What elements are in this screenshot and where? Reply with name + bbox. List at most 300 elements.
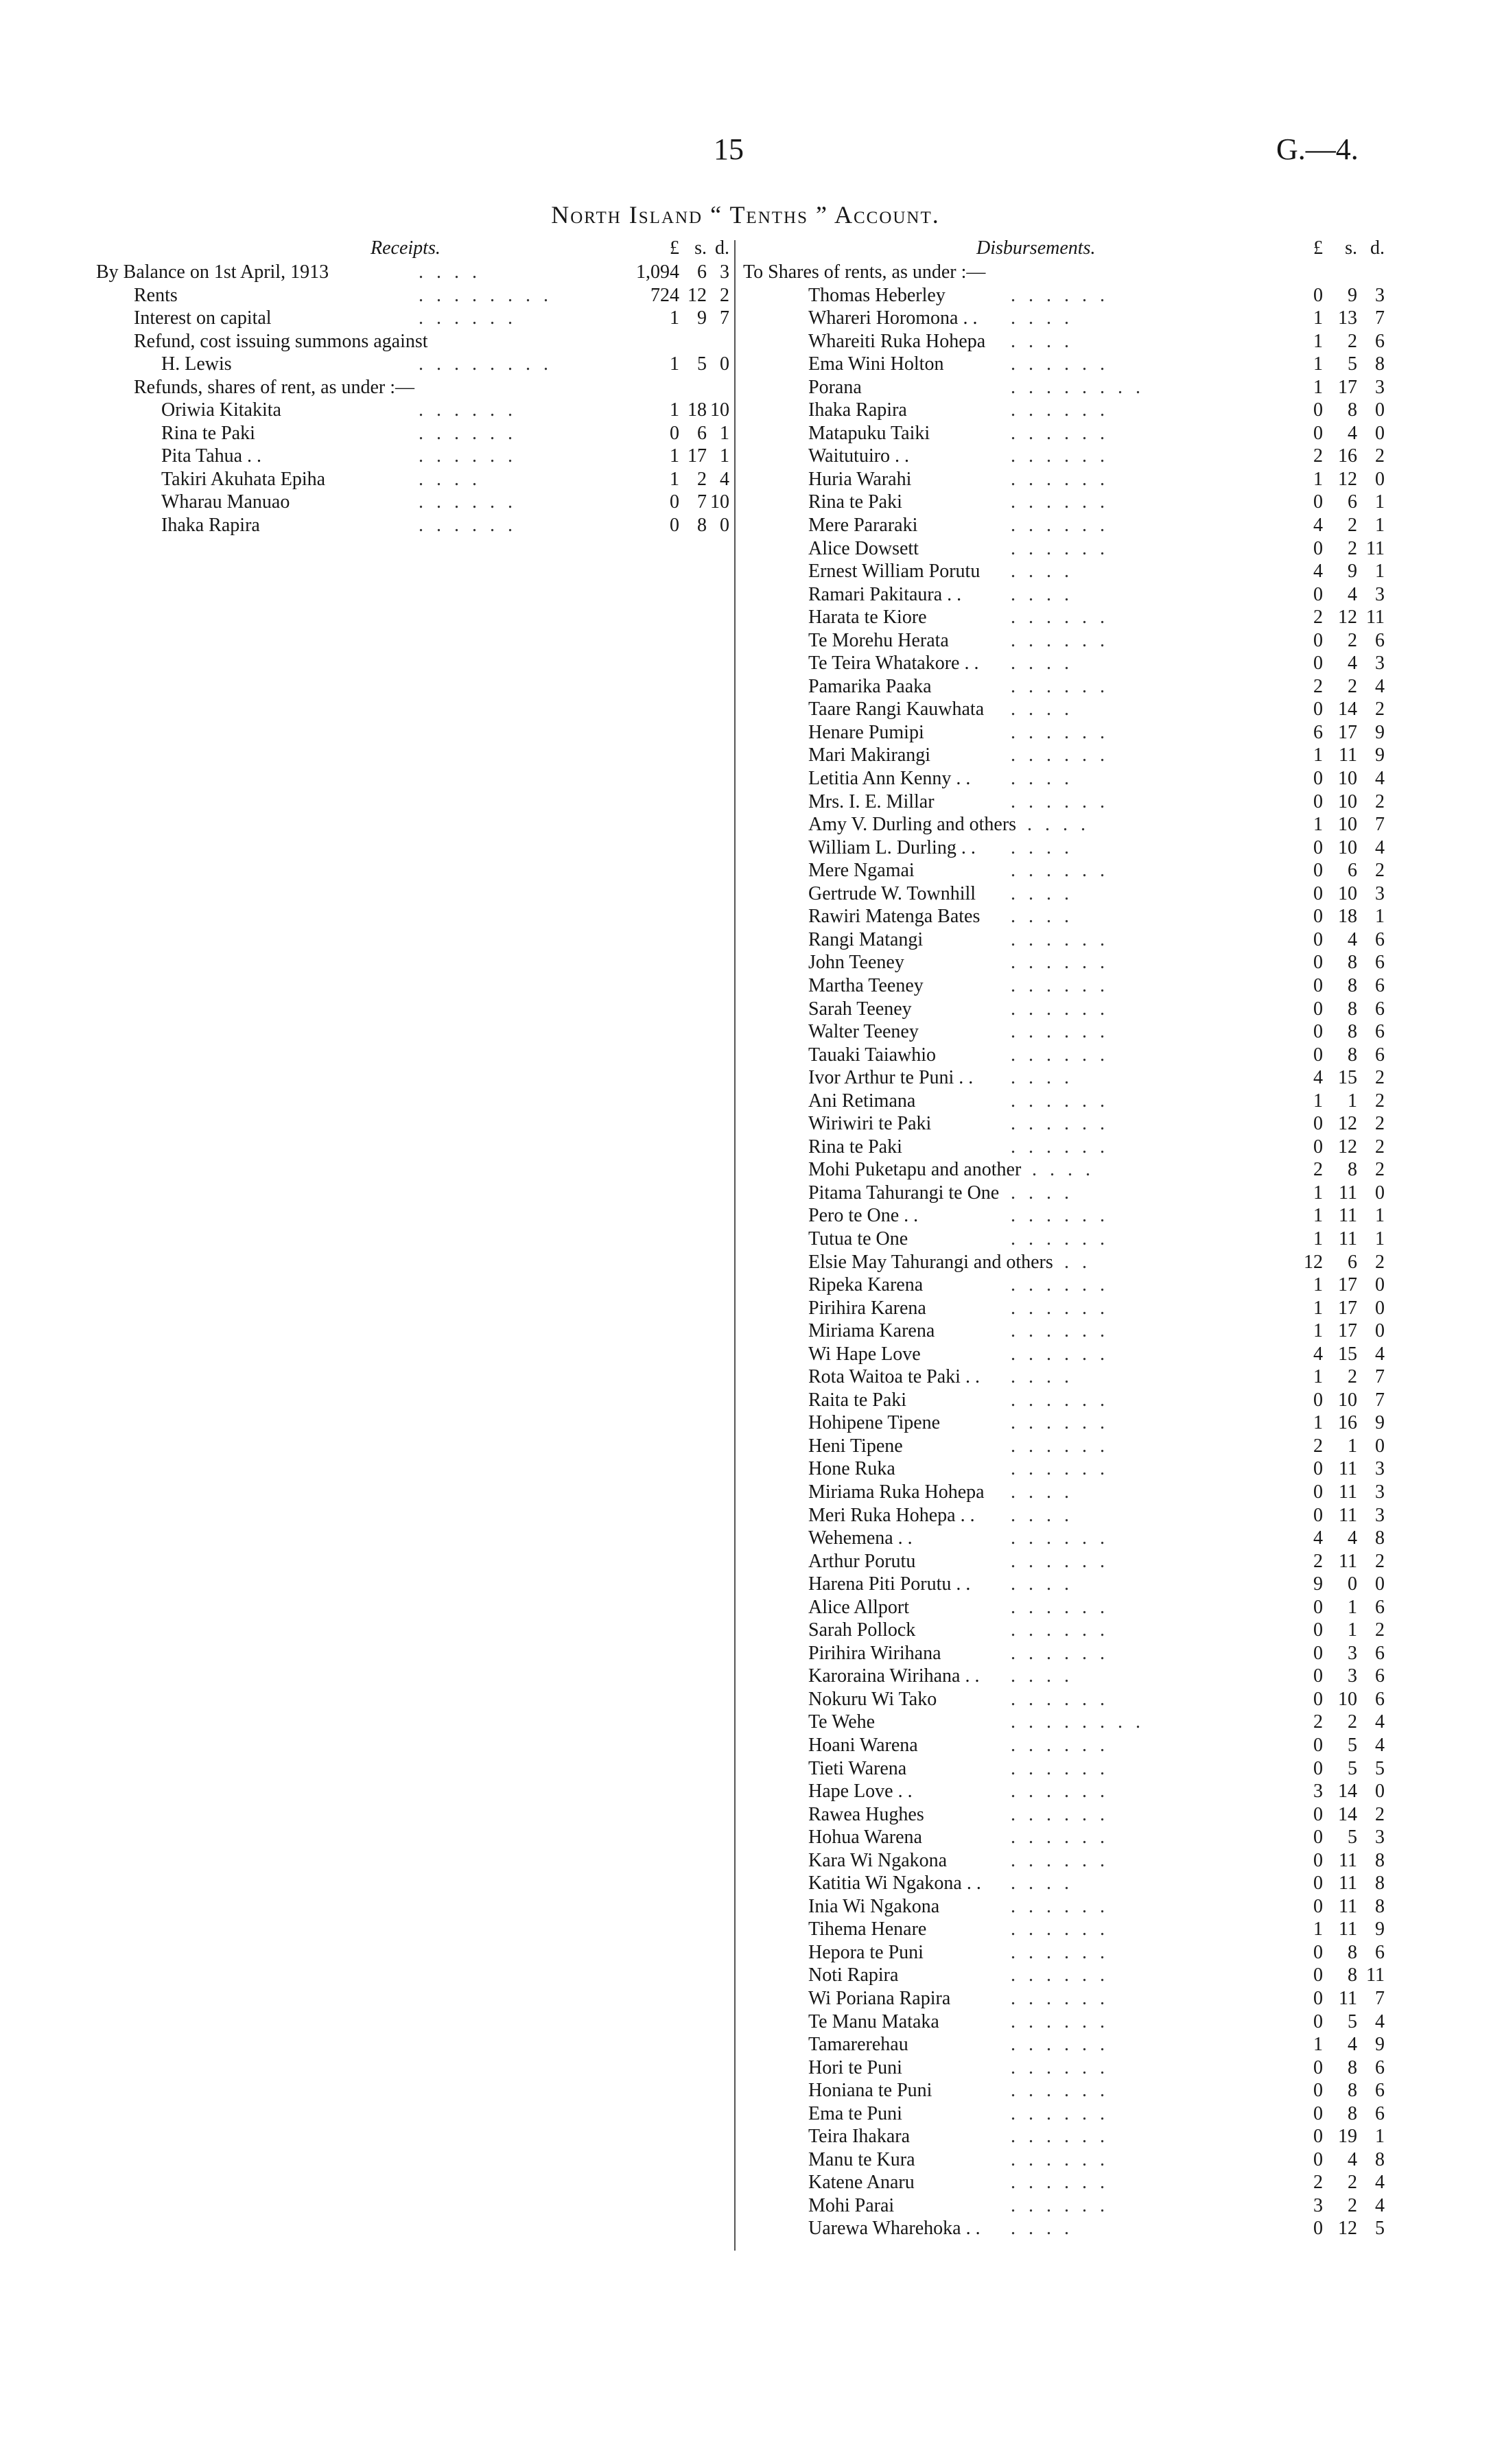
leader-dots: . . . . . .	[1011, 1136, 1109, 1158]
leader-dots: . . . . . . . .	[419, 284, 552, 306]
row-label: Amy V. Durling and others	[808, 814, 1017, 836]
shillings-value: 6	[1348, 1251, 1357, 1273]
pence-value: 8	[1375, 1895, 1385, 1917]
shillings-value: 12	[688, 284, 707, 306]
leader-dots: . . . . . .	[1011, 422, 1109, 444]
leader-dots: . . . . . .	[1011, 2126, 1109, 2148]
pence-value: 0	[720, 515, 729, 537]
table-row	[743, 330, 1385, 353]
row-label: Ema Wini Holton	[808, 353, 944, 375]
row-label: Mere Pararaki	[808, 515, 918, 537]
shillings-value: 10	[1338, 882, 1357, 904]
table-row	[743, 583, 1385, 607]
pounds-value: 0	[1313, 2056, 1323, 2078]
pounds-value: 2	[1313, 1550, 1323, 1572]
pounds-value: 4	[1313, 1067, 1323, 1089]
shillings-value: 2	[1348, 1711, 1357, 1733]
table-row	[743, 2033, 1385, 2056]
row-label: Te Teira Whatakore . .	[808, 653, 979, 674]
pounds-value: 0	[1313, 2126, 1323, 2148]
shillings-value: 10	[1338, 814, 1357, 836]
table-row	[743, 1457, 1385, 1481]
shillings-value: 2	[1348, 515, 1357, 537]
leader-dots: . . . . . .	[1011, 2080, 1109, 2102]
shillings-value: 8	[1348, 399, 1357, 421]
pence-value: 8	[1375, 1873, 1385, 1894]
shillings-value: 1	[1348, 1090, 1357, 1112]
pounds-value: 1	[1313, 1205, 1323, 1227]
leader-dots: . . . .	[1027, 814, 1090, 836]
row-label: Hoani Warena	[808, 1735, 918, 1756]
shillings-value: 2	[1348, 2194, 1357, 2216]
pounds-value: 1	[1313, 330, 1323, 352]
leader-dots: . . . . . .	[1011, 491, 1109, 513]
leader-dots: . . . . . .	[1011, 515, 1109, 537]
pence-value: 4	[1375, 1735, 1385, 1756]
pounds-value: 2	[1313, 445, 1323, 467]
leader-dots: . . . . . .	[1011, 2010, 1109, 2032]
pounds-value: 1	[1313, 814, 1323, 836]
pounds-value: 0	[1313, 1964, 1323, 1986]
pounds-value: 1	[1313, 2034, 1323, 2056]
pence-value: 4	[1375, 2194, 1385, 2216]
pounds-value: 4	[1313, 515, 1323, 537]
pounds-value: 9	[1313, 1573, 1323, 1595]
leader-dots: . . . . . .	[1011, 1619, 1109, 1641]
pounds-value: 0	[1313, 491, 1323, 513]
row-label: Rangi Matangi	[808, 928, 924, 950]
table-row	[743, 1849, 1385, 1873]
pounds-value: 0	[1313, 1389, 1323, 1411]
shillings-value: 17	[1338, 1297, 1357, 1319]
pounds-value: 0	[670, 422, 679, 444]
table-row	[743, 1918, 1385, 1941]
row-label: Heni Tipene	[808, 1435, 903, 1457]
row-label: Rawiri Matenga Bates	[808, 906, 981, 928]
table-row	[743, 652, 1385, 675]
column-divider	[734, 240, 736, 2251]
pence-value: 2	[1375, 1619, 1385, 1641]
pence-value: 6	[1375, 928, 1385, 950]
shillings-value: 8	[1348, 952, 1357, 974]
table-row	[743, 1343, 1385, 1366]
leader-dots: . . . . . .	[1011, 1596, 1109, 1618]
leader-dots: . .	[1064, 1251, 1091, 1273]
pence-value: 3	[1375, 1481, 1385, 1503]
shillings-value: 14	[1338, 1781, 1357, 1803]
shillings-value: 10	[1338, 768, 1357, 790]
leader-dots: . . . . . .	[1011, 2102, 1109, 2124]
row-label: Matapuku Taiki	[808, 422, 930, 444]
leader-dots: . . . . . .	[1011, 744, 1109, 766]
row-label: Honiana te Puni	[808, 2080, 932, 2102]
shillings-value: 12	[1338, 607, 1357, 629]
pence-value: 10	[710, 399, 729, 421]
pence-value: 0	[1375, 1274, 1385, 1296]
leader-dots: . . . .	[1011, 1366, 1073, 1388]
row-label: Te Manu Mataka	[808, 2010, 939, 2032]
pence-value: 2	[1375, 1113, 1385, 1135]
shillings-value: 17	[688, 445, 707, 467]
table-row	[743, 560, 1385, 583]
row-label: Pero te One . .	[808, 1205, 919, 1227]
leader-dots: . . . . . .	[1011, 1435, 1109, 1457]
pounds-value: 0	[1313, 1895, 1323, 1917]
table-row	[96, 330, 724, 353]
row-label: William L. Durling . .	[808, 836, 976, 858]
shillings-value: 18	[688, 399, 707, 421]
pounds-value: 0	[1313, 974, 1323, 996]
row-label: Tauaki Taiawhio	[808, 1044, 937, 1066]
table-row	[743, 2079, 1385, 2102]
shillings-value: 5	[1348, 1757, 1357, 1779]
pence-value: 9	[1375, 1412, 1385, 1434]
pounds-value: 0	[1313, 1619, 1323, 1641]
leader-dots: . . . . . .	[1011, 721, 1109, 743]
leader-dots: . . . . . . . .	[419, 353, 552, 375]
row-label: Mere Ngamai	[808, 860, 915, 882]
disbursements-column	[743, 233, 1385, 2240]
shillings-value: 11	[1339, 1504, 1357, 1526]
shillings-value: 6	[1348, 491, 1357, 513]
shillings-value: 1	[1348, 1435, 1357, 1457]
table-row	[743, 284, 1385, 307]
pence-value: 0	[1375, 422, 1385, 444]
table-row	[743, 399, 1385, 422]
pounds-value: 1	[670, 399, 679, 421]
pence-value: 3	[1375, 653, 1385, 674]
shillings-value: 9	[697, 307, 707, 329]
leader-dots: . . . . . .	[1011, 1688, 1109, 1710]
table-row	[96, 491, 729, 514]
leader-dots: . . . .	[1011, 768, 1073, 790]
shillings-value: 4	[1348, 583, 1357, 605]
shillings-value: 8	[697, 515, 707, 537]
leader-dots: . . . . . .	[419, 491, 517, 513]
row-label: Refunds, shares of rent, as under :—	[134, 376, 415, 398]
table-row	[96, 376, 724, 399]
row-label: Te Wehe	[808, 1711, 876, 1733]
pounds-value: 0	[1313, 583, 1323, 605]
pence-value: 7	[1375, 1988, 1385, 2010]
pounds-value: 1	[1313, 1228, 1323, 1249]
pounds-value: 0	[1313, 284, 1323, 306]
pounds-value: 0	[1313, 1803, 1323, 1825]
pounds-value: 1	[1313, 468, 1323, 490]
row-label: Nokuru Wi Tako	[808, 1688, 937, 1710]
page-title: North Island “ Tenths ” Account.	[551, 201, 940, 228]
pence-value: 1	[1375, 515, 1385, 537]
leader-dots: . . . . . .	[1011, 1274, 1109, 1296]
row-label: Tihema Henare	[808, 1919, 927, 1940]
leader-dots: . . . . . .	[1011, 1941, 1109, 1963]
row-label: Mrs. I. E. Millar	[808, 790, 935, 812]
pounds-value: 1	[1313, 1412, 1323, 1434]
pence-value: 3	[1375, 376, 1385, 398]
row-label: Hone Ruka	[808, 1458, 895, 1480]
pounds-value: 0	[1313, 906, 1323, 928]
leader-dots: . . . .	[1011, 1573, 1073, 1595]
table-row	[743, 1665, 1385, 1688]
shillings-value: 8	[1348, 2080, 1357, 2102]
shillings-value: 11	[1339, 1481, 1357, 1503]
table-row	[743, 376, 1385, 399]
row-label: Rawea Hughes	[808, 1803, 924, 1825]
row-label: Interest on capital	[134, 307, 272, 329]
pounds-value: 2	[1313, 607, 1323, 629]
pence-value: 4	[1375, 768, 1385, 790]
shillings-value: 11	[1339, 1873, 1357, 1894]
table-row	[743, 1895, 1385, 1919]
pounds-value: 2	[1313, 1435, 1323, 1457]
leader-dots: . . . . . .	[1011, 1021, 1109, 1043]
table-row	[743, 1389, 1385, 1412]
pence-value: 6	[1375, 952, 1385, 974]
pence-value: 8	[1375, 2148, 1385, 2170]
pence-value: 11	[1366, 1964, 1385, 1986]
pounds-value: 0	[1313, 2148, 1323, 2170]
table-row	[96, 514, 729, 537]
leader-dots: . . . . . .	[1011, 860, 1109, 882]
pence-value: 6	[1375, 974, 1385, 996]
pence-value: 4	[1375, 836, 1385, 858]
row-label: Wehemena . .	[808, 1527, 913, 1549]
pence-value: 2	[1375, 1067, 1385, 1089]
shillings-value: 10	[1338, 790, 1357, 812]
receipts-rows	[96, 261, 729, 537]
pounds-value: 0	[670, 515, 679, 537]
shillings-value: 8	[1348, 1159, 1357, 1181]
leader-dots: . . . . . .	[1011, 1090, 1109, 1112]
shillings-value: 2	[1348, 330, 1357, 352]
pence-value: 4	[1375, 1343, 1385, 1365]
table-row	[743, 2056, 1385, 2080]
leader-dots: . . . . . .	[1011, 1757, 1109, 1779]
row-label: Sarah Pollock	[808, 1619, 916, 1641]
leader-dots: . . . . . .	[1011, 998, 1109, 1020]
pounds-value: 0	[1313, 2010, 1323, 2032]
pence-value: 1	[1375, 561, 1385, 583]
table-row	[743, 2217, 1385, 2240]
pence-value: 6	[1375, 1642, 1385, 1664]
table-row	[743, 882, 1385, 906]
leader-dots: . . . .	[1011, 1481, 1073, 1503]
table-row	[743, 1757, 1385, 1781]
shillings-value: 11	[1339, 1919, 1357, 1940]
row-label: Arthur Porutu	[808, 1550, 916, 1572]
pence-value: 1	[1375, 2126, 1385, 2148]
pence-value: 6	[1375, 1941, 1385, 1963]
shillings-value: 16	[1338, 445, 1357, 467]
disbursements-rows	[743, 284, 1385, 2240]
pounds-value: 2	[1313, 2172, 1323, 2194]
leader-dots: . . . .	[1011, 330, 1073, 352]
pence-value: 6	[1375, 2080, 1385, 2102]
pounds-value: 0	[1313, 2218, 1323, 2240]
pence-header: d.	[1370, 237, 1385, 259]
row-label: Takiri Akuhata Epiha	[161, 468, 326, 490]
pence-value: 5	[1375, 2218, 1385, 2240]
shillings-value: 6	[697, 261, 707, 283]
table-row	[96, 422, 729, 445]
leader-dots: . . . . . .	[1011, 468, 1109, 490]
pence-value: 6	[1375, 629, 1385, 651]
row-label: Alice Dowsett	[808, 537, 919, 559]
pounds-value: 0	[1313, 1688, 1323, 1710]
shillings-value: 5	[1348, 2010, 1357, 2032]
shillings-header: s.	[1345, 237, 1357, 259]
table-row	[743, 1365, 1385, 1389]
table-row	[743, 698, 1385, 721]
pounds-value: 0	[1313, 1044, 1323, 1066]
pence-value: 7	[1375, 307, 1385, 329]
pence-value: 1	[1375, 1205, 1385, 1227]
pence-value: 4	[1375, 675, 1385, 697]
shillings-value: 17	[1338, 376, 1357, 398]
table-row	[743, 974, 1385, 998]
table-row	[743, 1228, 1385, 1251]
table-row	[743, 1274, 1385, 1297]
table-row	[743, 1780, 1385, 1803]
row-label: Ihaka Rapira	[161, 515, 260, 537]
pounds-value: 1	[670, 307, 679, 329]
table-row	[743, 606, 1385, 629]
leader-dots: . . . . . .	[1011, 629, 1109, 651]
row-label: Walter Teeney	[808, 1021, 919, 1043]
row-label: Harata te Kiore	[808, 607, 927, 629]
table-row	[743, 1987, 1385, 2010]
table-row	[743, 1411, 1385, 1435]
leader-dots: . . . . . .	[1011, 1803, 1109, 1825]
row-label: Ernest William Porutu	[808, 561, 981, 583]
shillings-value: 15	[1338, 1343, 1357, 1365]
leader-dots: . . . . . .	[1011, 1827, 1109, 1849]
shillings-value: 12	[1338, 2218, 1357, 2240]
row-label: Hohua Warena	[808, 1827, 922, 1849]
leader-dots: . . . .	[1011, 699, 1073, 720]
table-row	[743, 951, 1385, 974]
leader-dots: . . . . . .	[419, 422, 517, 444]
pence-value: 6	[1375, 1044, 1385, 1066]
table-row	[743, 1182, 1385, 1205]
table-row	[96, 353, 729, 376]
leader-dots: . . . .	[1011, 906, 1073, 928]
table-row	[743, 2194, 1385, 2218]
shillings-value: 8	[1348, 2056, 1357, 2078]
leader-dots: . . . .	[1011, 307, 1073, 329]
pence-value: 4	[720, 468, 729, 490]
pounds-value: 0	[1313, 1849, 1323, 1871]
document-code: G.—4.	[1276, 132, 1359, 166]
shillings-value: 2	[1348, 629, 1357, 651]
pence-value: 1	[720, 445, 729, 467]
pounds-value: 1	[1313, 1274, 1323, 1296]
row-label: Henare Pumipi	[808, 721, 924, 743]
table-row	[743, 1297, 1385, 1320]
table-row	[743, 675, 1385, 699]
shillings-value: 17	[1338, 1320, 1357, 1342]
pounds-value: 2	[1313, 1711, 1323, 1733]
row-label: Refund, cost issuing summons against	[134, 330, 428, 352]
table-row	[743, 1619, 1385, 1642]
shillings-value: 9	[1348, 284, 1357, 306]
shillings-value: 5	[1348, 353, 1357, 375]
shillings-value: 4	[1348, 928, 1357, 950]
shillings-value: 19	[1338, 2126, 1357, 2148]
pounds-value: 1	[1313, 1297, 1323, 1319]
pence-value: 0	[1375, 1573, 1385, 1595]
pounds-value: 0	[1313, 882, 1323, 904]
shillings-value: 5	[1348, 1827, 1357, 1849]
shillings-value: 3	[1348, 1642, 1357, 1664]
pounds-value: 1	[1313, 376, 1323, 398]
pounds-value: 1	[1313, 1090, 1323, 1112]
pounds-value: 0	[1313, 1136, 1323, 1158]
pence-value: 3	[1375, 583, 1385, 605]
shillings-value: 11	[1339, 1205, 1357, 1227]
pounds-value: 1	[1313, 1320, 1323, 1342]
table-row	[96, 261, 729, 284]
pence-value: 0	[1375, 1182, 1385, 1204]
table-row	[743, 1112, 1385, 1136]
leader-dots: . . . . . .	[1011, 399, 1109, 421]
table-row	[743, 905, 1385, 928]
pence-value: 4	[1375, 2172, 1385, 2194]
shillings-value: 12	[1338, 468, 1357, 490]
row-label: Sarah Teeney	[808, 998, 912, 1020]
table-row	[743, 1504, 1385, 1527]
table-row	[743, 744, 1385, 767]
leader-dots: . . . . . .	[1011, 1320, 1109, 1342]
shillings-value: 6	[697, 422, 707, 444]
pounds-value: 1	[670, 468, 679, 490]
pence-value: 9	[1375, 721, 1385, 743]
table-row	[743, 537, 1385, 561]
shillings-value: 17	[1338, 1274, 1357, 1296]
pence-value: 7	[1375, 1389, 1385, 1411]
leader-dots: . . . . . .	[1011, 790, 1109, 812]
table-row	[743, 859, 1385, 882]
table-row	[743, 836, 1385, 860]
leader-dots: . . . . . .	[1011, 1044, 1109, 1066]
table-row	[743, 445, 1385, 468]
pence-value: 0	[1375, 468, 1385, 490]
leader-dots: . . . . . .	[1011, 1964, 1109, 1986]
row-label: Rina te Paki	[808, 1136, 902, 1158]
pence-value: 2	[1375, 699, 1385, 720]
pounds-value: 1,094	[636, 261, 679, 283]
row-label: Ramari Pakitaura . .	[808, 583, 962, 605]
pounds-value: 1	[1313, 353, 1323, 375]
table-row	[743, 1044, 1385, 1067]
table-row	[743, 422, 1385, 445]
pounds-value: 0	[1313, 537, 1323, 559]
row-label: Wi Hape Love	[808, 1343, 921, 1365]
pounds-value: 0	[670, 491, 679, 513]
row-label: Tutua te One	[808, 1228, 908, 1249]
pence-value: 8	[1375, 353, 1385, 375]
row-label: Pirihira Wirihana	[808, 1642, 941, 1664]
disbursements-intro-row	[743, 261, 1385, 284]
shillings-value: 17	[1338, 721, 1357, 743]
table-row	[743, 629, 1385, 653]
leader-dots: . . . .	[1011, 1067, 1073, 1089]
leader-dots: . . . .	[1011, 1504, 1073, 1526]
row-label: Pamarika Paaka	[808, 675, 932, 697]
row-label: Mohi Parai	[808, 2194, 895, 2216]
shillings-value: 8	[1348, 1964, 1357, 1986]
table-row	[743, 1711, 1385, 1734]
